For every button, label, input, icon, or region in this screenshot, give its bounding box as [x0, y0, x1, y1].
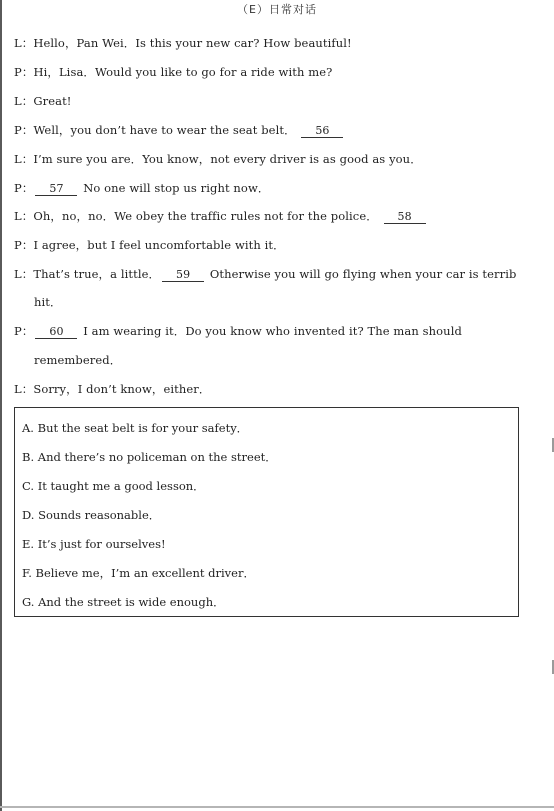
dialogue-line-4: P：Well，you don’t have to wear the seat belt． 56 [14, 123, 345, 138]
dialogue-line-8: P：I agree，but I feel uncomfortable with it． [14, 238, 285, 252]
page-left-edge [0, 0, 2, 811]
section-title: （E）日常对话 [237, 3, 317, 16]
dialogue-line-10: P： 60 I am wearing it．Do you know who invented it? The man should [14, 324, 462, 338]
dialogue-line-11: L：Sorry，I don’t know，either． [14, 382, 211, 396]
answer-blank-60[interactable]: 60 [35, 326, 77, 339]
dialogue-line-2: P：Hi，Lisa．Would you like to go for a ride with me? [14, 65, 333, 79]
answer-blank-56[interactable]: 56 [301, 125, 343, 138]
dialogue-line-1: L：Hello，Pan Wei．Is this your new car? How beautiful! [14, 36, 352, 50]
option-a: A. But the seat belt is for your safety． [22, 421, 249, 435]
option-c: C. It taught me a good lesson． [22, 479, 205, 493]
answer-blank-59[interactable]: 59 [162, 269, 204, 282]
option-b: B. And there’s no policeman on the street． [22, 450, 277, 464]
dialogue-line-6: P： 57 No one will stop us right now． [14, 181, 270, 195]
dialogue-line-9-continued: hit． [34, 295, 62, 309]
option-g: G. And the street is wide enough． [22, 595, 225, 609]
option-f: F. Believe me，I’m an excellent driver． [22, 566, 255, 580]
dialogue-line-5: L：I’m sure you are．You know，not every driver is as good as you． [14, 152, 422, 166]
page-bottom-edge [0, 806, 554, 808]
dialogue-line-3: L：Great! [14, 94, 72, 108]
dialogue-line-10-continued: remembered． [34, 353, 122, 367]
dialogue-line-7: L：Oh，no，no．We obey the traffic rules not for the police． 58 [14, 209, 428, 224]
answer-blank-58[interactable]: 58 [384, 211, 426, 224]
answer-blank-57[interactable]: 57 [35, 183, 77, 196]
dialogue-line-9: L：That’s true，a little． 59 Otherwise you will go flying when your car is terrib [14, 267, 517, 281]
option-e: E. It’s just for ourselves! [22, 537, 166, 551]
options-box [14, 407, 519, 617]
option-d: D. Sounds reasonable． [22, 508, 161, 522]
